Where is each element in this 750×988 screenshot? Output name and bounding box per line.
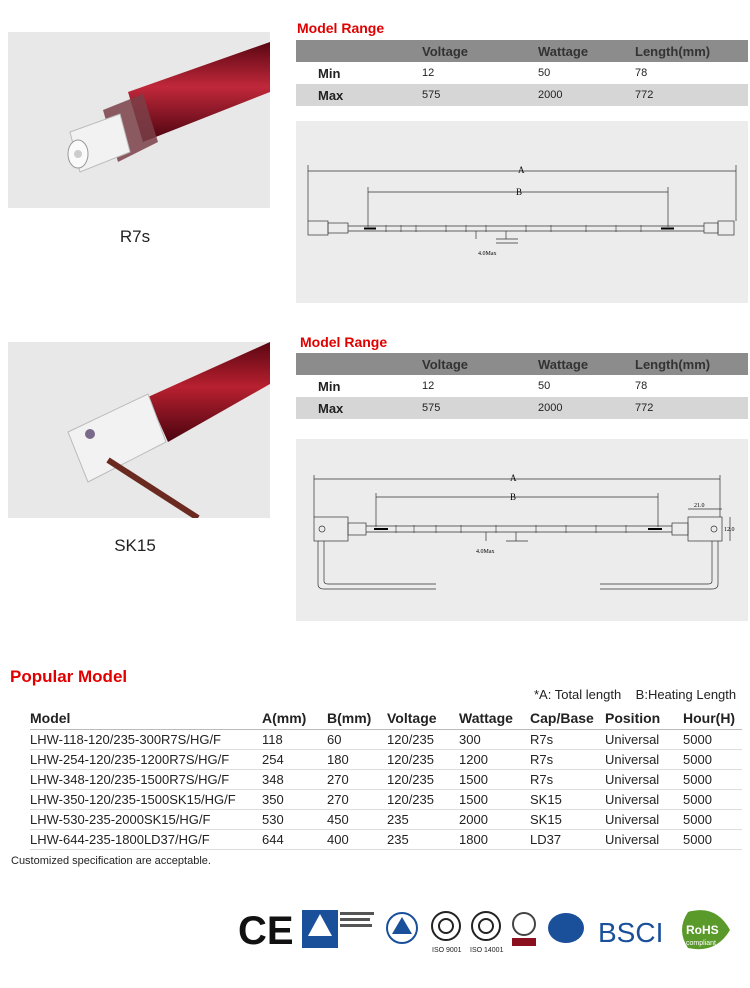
cell: 50	[538, 380, 551, 392]
cell: 450	[327, 810, 387, 830]
cell: 1500	[459, 790, 530, 810]
cell: 300	[459, 730, 530, 750]
cell: 78	[635, 380, 648, 392]
header-cell: Wattage	[538, 43, 589, 59]
ce-mark-icon	[238, 909, 294, 953]
product-caption: SK15	[114, 536, 156, 555]
cell: 2000	[459, 810, 530, 830]
cell-model: LHW-254-120/235-1200R7S/HG/F	[30, 750, 262, 770]
cell-model: LHW-118-120/235-300R7S/HG/F	[30, 730, 262, 750]
dimension-label-b: B	[510, 492, 517, 502]
cell: 235	[387, 810, 459, 830]
table-row	[30, 810, 742, 830]
cell: 5000	[683, 790, 742, 810]
cell: 12	[422, 67, 435, 79]
length-legend: *A: Total length B:Heating Length	[534, 687, 737, 702]
cell: 1800	[459, 830, 530, 850]
popular-model-title: Popular Model	[10, 667, 128, 686]
cell: 118	[262, 730, 327, 750]
rohs-sub-label: compliant	[686, 940, 716, 947]
cell: SK15	[530, 810, 605, 830]
table-row	[30, 790, 742, 810]
table-header-row	[30, 707, 742, 730]
table-row	[296, 397, 748, 419]
cell: 5000	[683, 770, 742, 790]
model-range-title: Model Range	[300, 334, 388, 350]
cell: LD37	[530, 830, 605, 850]
iso-14001-label: ISO 14001	[470, 947, 504, 954]
product-photo-r7s	[8, 32, 270, 208]
cell: 120/235	[387, 790, 459, 810]
cell: Universal	[605, 790, 683, 810]
table-row	[296, 84, 748, 106]
header-cell: B(mm)	[327, 707, 387, 730]
popular-model-table	[30, 707, 742, 850]
dimension-label-a: A	[518, 165, 525, 175]
cell: 78	[635, 67, 648, 79]
cell: Universal	[605, 770, 683, 790]
iso-9001-label: ISO 9001	[432, 947, 462, 954]
row-label: Max	[318, 400, 344, 416]
cell: Universal	[605, 830, 683, 850]
cell: 350	[262, 790, 327, 810]
cell: 50	[538, 67, 551, 79]
header-cell: Hour(H)	[683, 707, 742, 730]
cell: 60	[327, 730, 387, 750]
row-label: Max	[318, 87, 344, 103]
dimension-diagram-sk15	[296, 439, 748, 621]
cell: 348	[262, 770, 327, 790]
bsci-label: BSCI	[598, 917, 664, 948]
model-range-table	[296, 353, 748, 419]
header-cell: Voltage	[422, 43, 468, 59]
customization-note: Customized specification are acceptable.	[11, 855, 211, 867]
iso-14001-icon	[470, 912, 504, 954]
product-photo-sk15	[8, 342, 270, 518]
cell: 5000	[683, 730, 742, 750]
table-row	[30, 730, 742, 750]
cell: 2000	[538, 402, 563, 414]
table-header-row	[296, 353, 748, 375]
cell: 180	[327, 750, 387, 770]
dimension-diagram-r7s	[296, 121, 748, 303]
header-cell: A(mm)	[262, 707, 327, 730]
bsci-icon	[548, 913, 663, 948]
header-cell: Position	[605, 707, 683, 730]
cell: 772	[635, 89, 654, 101]
cell-model: LHW-350-120/235-1500SK15/HG/F	[30, 790, 262, 810]
cell: 254	[262, 750, 327, 770]
header-cell: Length(mm)	[635, 43, 711, 59]
cell-model: LHW-530-235-2000SK15/HG/F	[30, 810, 262, 830]
cell: R7s	[530, 750, 605, 770]
product-caption: R7s	[119, 227, 151, 246]
row-label: Min	[318, 378, 341, 394]
header-cell: Wattage	[538, 356, 589, 372]
cell-model: LHW-644-235-1800LD37/HG/F	[30, 830, 262, 850]
table-row	[296, 375, 748, 397]
rohs-label: RoHS	[686, 923, 719, 937]
model-range-title: Model Range	[297, 20, 385, 36]
bureau-veritas-icon	[512, 913, 536, 946]
cell: Universal	[605, 730, 683, 750]
cell: 5000	[683, 830, 742, 850]
cell: 400	[327, 830, 387, 850]
header-cell: Wattage	[459, 707, 530, 730]
cell: 12	[422, 380, 435, 392]
cell: 575	[422, 89, 441, 101]
header-cell: Cap/Base	[530, 707, 605, 730]
cell: R7s	[530, 730, 605, 750]
dimension-label-diameter: 4.0Max	[478, 251, 497, 257]
dimension-label-diameter: 4.0Max	[476, 549, 495, 555]
cell: 270	[327, 770, 387, 790]
header-cell: Voltage	[422, 356, 468, 372]
cell: 575	[422, 402, 441, 414]
cell: 5000	[683, 750, 742, 770]
cell: 1200	[459, 750, 530, 770]
cell: 1500	[459, 770, 530, 790]
dimension-label-width: 21.0	[694, 503, 705, 509]
cell: 235	[387, 830, 459, 850]
header-cell: Voltage	[387, 707, 459, 730]
dimension-label-height: 12.0	[724, 527, 735, 533]
cell: 120/235	[387, 730, 459, 750]
header-cell	[296, 40, 422, 62]
cell: 270	[327, 790, 387, 810]
model-range-table	[296, 40, 748, 106]
table-header-row	[296, 40, 748, 62]
cell: Universal	[605, 810, 683, 830]
cell: 644	[262, 830, 327, 850]
table-row	[30, 770, 742, 790]
table-row	[30, 750, 742, 770]
test-mark-icon	[387, 913, 417, 943]
cell: 120/235	[387, 750, 459, 770]
cell: SK15	[530, 790, 605, 810]
header-cell: Model	[30, 707, 262, 730]
dimension-label-a: A	[510, 473, 517, 483]
cell: 530	[262, 810, 327, 830]
dimension-label-b: B	[516, 187, 523, 197]
rohs-icon	[682, 910, 730, 949]
header-cell	[296, 353, 422, 375]
cell: 5000	[683, 810, 742, 830]
cell: Universal	[605, 750, 683, 770]
row-label: Min	[318, 65, 341, 81]
cell: 772	[635, 402, 654, 414]
cell: R7s	[530, 770, 605, 790]
cell: 2000	[538, 89, 563, 101]
header-cell: Length(mm)	[635, 356, 711, 372]
ce-mark-text: CE	[238, 909, 294, 953]
cell-model: LHW-348-120/235-1500R7S/HG/F	[30, 770, 262, 790]
cell: 120/235	[387, 770, 459, 790]
tuv-icon	[302, 910, 374, 948]
table-row	[296, 62, 748, 84]
iso-9001-icon	[432, 912, 462, 954]
table-row	[30, 830, 742, 850]
certification-logos	[236, 904, 746, 956]
